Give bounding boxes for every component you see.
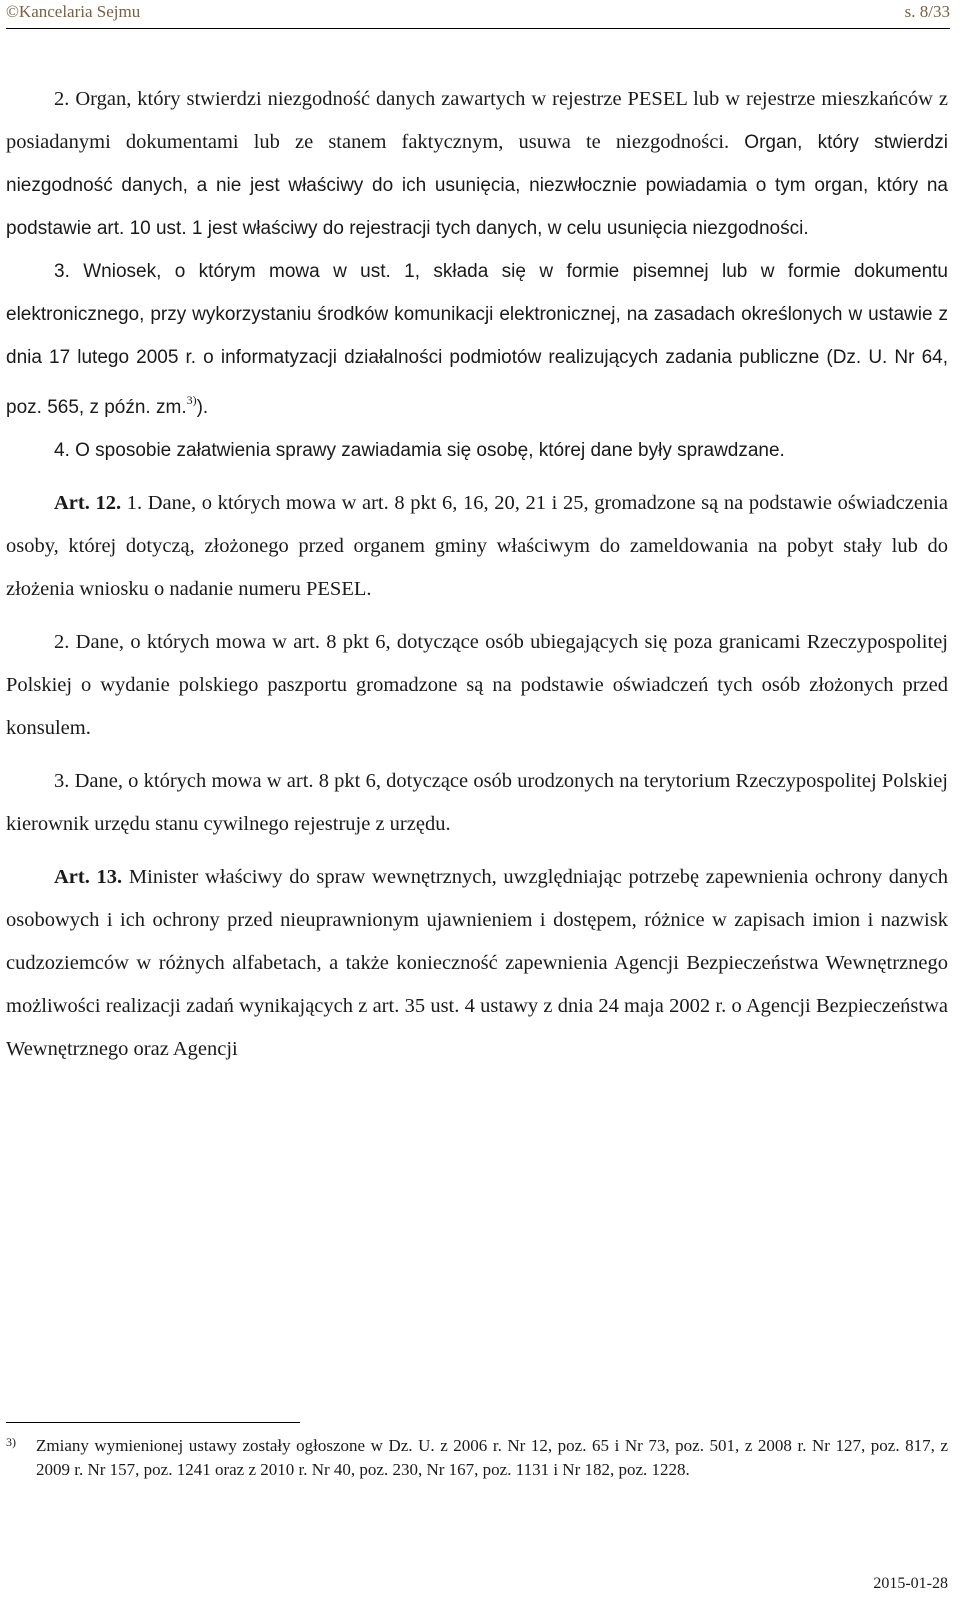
footnote-divider	[6, 1422, 300, 1423]
article-12-para-3: 3. Dane, o których mowa w art. 8 pkt 6, dotyczące osób urodzonych na terytorium Rzeczypospolitej Polskiej kierownik urzędu stanu cywilnego rejestruje z urzędu.	[6, 770, 948, 835]
document-date: 2015-01-28	[873, 1575, 948, 1592]
footnote-ref: 3)	[186, 393, 197, 407]
article-13: Art. 13. Minister właściwy do spraw wewnętrznych, uwzględniając potrzebę zapewnienia ochrony danych osobowych i ich ochrony przed nieuprawnionym ujawnieniem i dostępem, różnice w zapisach imion i nazwisk cudzoziemców w różnych alfabetach, a także konieczność zapewnienia Agencji Bezpieczeństwa Wewnętrznego możliwości realizacji zadań wynikających z art. 35 ust. 4 ustawy z dnia 24 maja 2002 r. o Agencji Bezpieczeństwa Wewnętrznego oraz Agencji	[6, 866, 948, 1060]
article-label: Art. 12.	[54, 492, 122, 514]
footnote-mark: 3)	[6, 1435, 16, 1449]
page-number: s. 8/33	[904, 2, 950, 21]
document-body	[6, 78, 948, 1071]
page-header	[6, 0, 950, 29]
footnote-text: Zmiany wymienionej ustawy zostały ogłoszone w Dz. U. z 2006 r. Nr 12, poz. 65 i Nr 73, poz. 501, z 2008 r. Nr 127, poz. 817, z 2009 r. Nr 157, poz. 1241 oraz z 2010 r. Nr 40, poz. 230, Nr 167, poz. 1131 i Nr 182, poz. 1228.	[36, 1436, 948, 1479]
article-label: Art. 13.	[54, 866, 123, 888]
article-12-para-1: Art. 12. 1. Dane, o których mowa w art. 8 pkt 6, 16, 20, 21 i 25, gromadzone są na podstawie oświadczenia osoby, której dotyczą, złożonego przed organem gminy właściwym do zameldowania na pobyt stały lub do złożenia wniosku o nadanie numeru PESEL.	[6, 492, 948, 600]
copyright-label: ©Kancelaria Sejmu	[6, 2, 141, 21]
paragraph-1: 2. Organ, który stwierdzi niezgodność danych zawartych w rejestrze PESEL lub w rejestrze mieszkańców z posiadanymi dokumentami lub ze stanem faktycznym, usuwa te niezgodności. Organ, który stwierdzi niezgodność danych, a nie jest właściwy do ich usunięcia, niezwłocznie powiadamia o tym organ, który na podstawie art. 10 ust. 1 jest właściwy do rejestracji tych danych, w celu usunięcia niezgodności.	[6, 88, 948, 239]
article-12-para-2: 2. Dane, o których mowa w art. 8 pkt 6, dotyczące osób ubiegających się poza granicami Rzeczypospolitej Polskiej o wydanie polskiego paszportu gromadzone są na podstawie oświadczeń tych osób złożonych przed konsulem.	[6, 631, 948, 739]
footnote	[6, 1434, 948, 1482]
paragraph-2: 3. Wniosek, o którym mowa w ust. 1, składa się w formie pisemnej lub w formie dokumentu elektronicznego, przy wykorzystaniu środków komunikacji elektronicznej, na zasadach określonych w ustawie z dnia 17 lutego 2005 r. o informatyzacji działalności podmiotów realizujących zadania publiczne (Dz. U. Nr 64, poz. 565, z późn. zm.$^{3)}$).	[6, 261, 948, 418]
paragraph-3: 4. O sposobie załatwienia sprawy zawiadamia się osobę, której dane były sprawdzane.	[54, 440, 785, 461]
